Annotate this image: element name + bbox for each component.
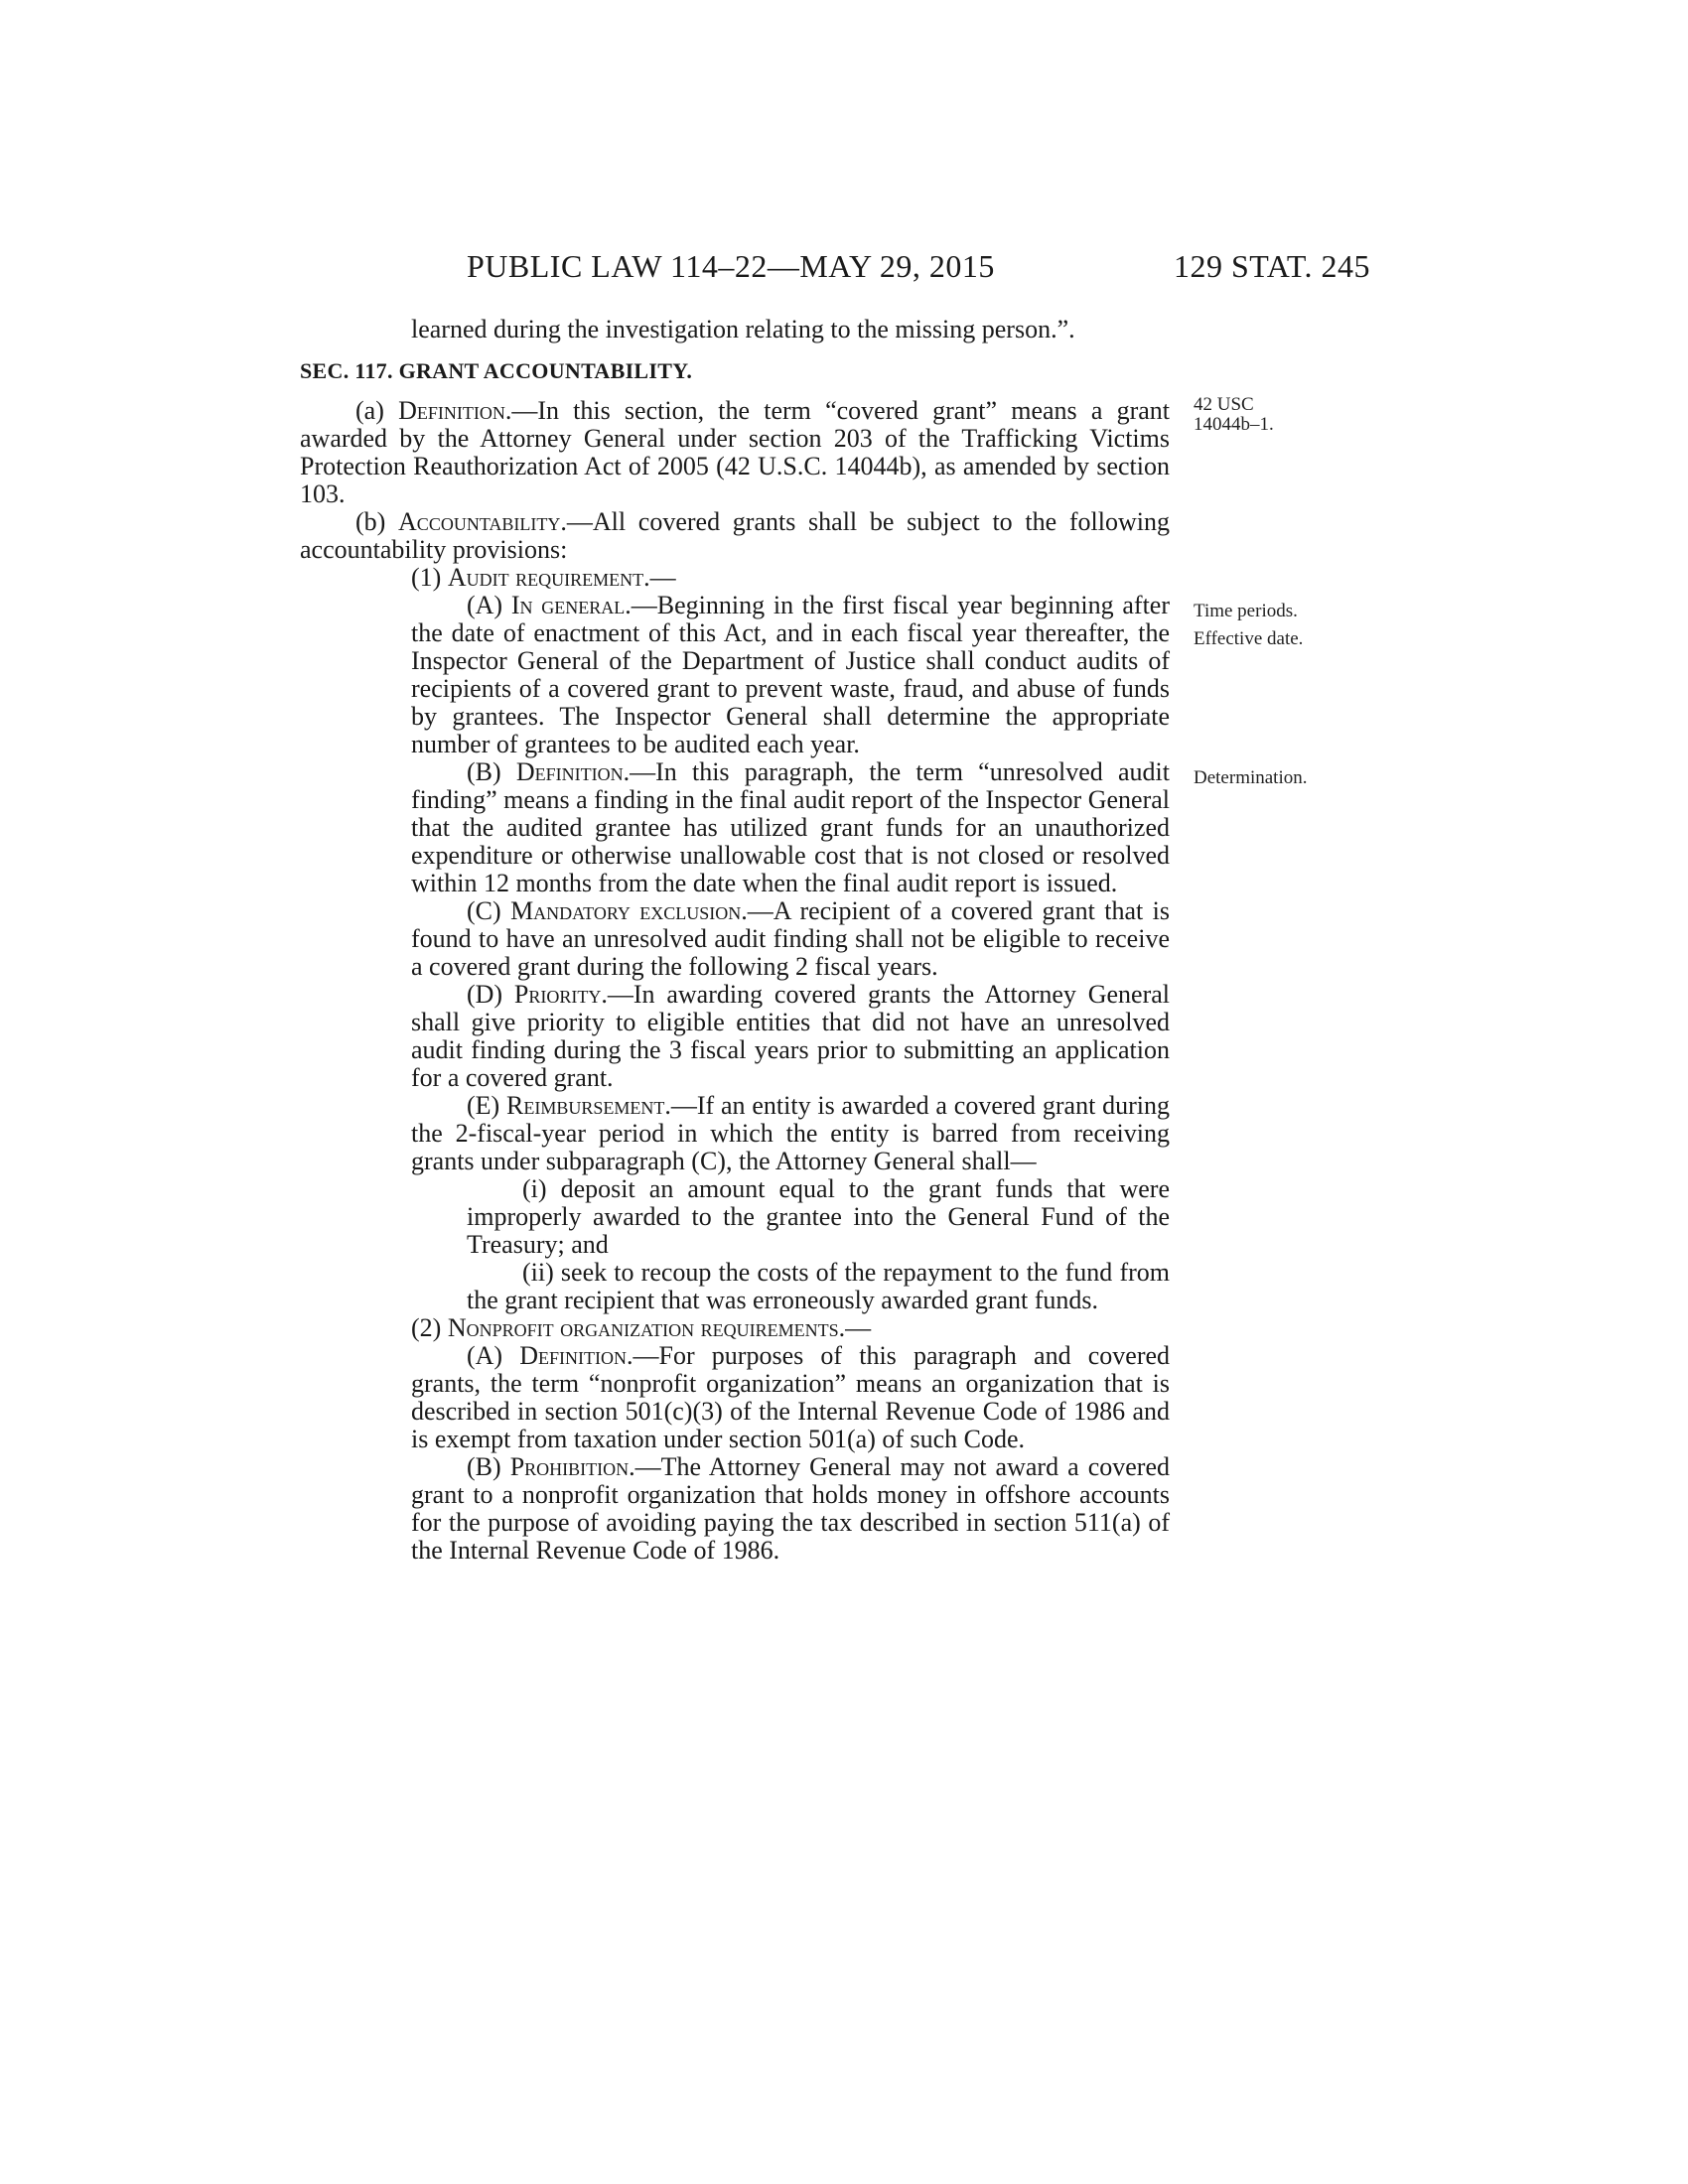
paragraph-1-heading: Audit requirement	[447, 563, 644, 592]
margin-note-effective-date: Effective date.	[1194, 628, 1304, 649]
margin-note-time-periods: Time periods.	[1194, 601, 1298, 621]
subparagraph-1A: (A) In general.—Beginning in the first fiscal year beginning after the date of enactment of this Act, and in each fiscal year thereafter, the Inspector General of the Department of Justice shall conduct audits of recipients of a covered grant to prevent waste, fraud, and abuse of funds by grantees. The Inspector General shall determine the appropriate number of grantees to be audited each year.	[411, 591, 1170, 758]
paragraph-2: (2) Nonprofit organization requirements.—	[411, 1313, 872, 1342]
clause-i: (i) deposit an amount equal to the grant funds that were improperly awarded to the grantee into the General Fund of the Treasury; and	[467, 1174, 1170, 1259]
subparagraph-2A: (A) Definition.—For purposes of this paragraph and covered grants, the term “nonprofit organization” means an organization that is described in section 501(c)(3) of the Internal Revenue Code of 1986 and is exempt from taxation under section 501(a) of such Code.	[411, 1341, 1171, 1453]
subsection-a: (a) Definition.—In this section, the term “covered grant” means a grant awarded by the Attorney General under section 203 of the Trafficking Victims Protection Reauthorization Act of 2005 (42 U.S.C. 14044b), as amended by section 103.	[300, 396, 1171, 508]
section-heading: SEC. 117. GRANT ACCOUNTABILITY.	[300, 358, 693, 383]
clause-ii: (ii) seek to recoup the costs of the repayment to the fund from the grant recipient that was erroneously awarded grant funds.	[467, 1258, 1170, 1314]
statute-page-number: 129 STAT. 245	[1173, 248, 1370, 284]
subparagraph-1D: (D) Priority.—In awarding covered grants the Attorney General shall give priority to eligible entities that did not have an unresolved audit finding during the 3 fiscal years prior to submitting an application for a covered grant.	[411, 980, 1171, 1092]
subsection-a-heading: Definition	[398, 396, 505, 425]
subsection-b-heading: Accountability	[398, 507, 561, 536]
margin-note-determination: Determination.	[1194, 767, 1308, 788]
subparagraph-1B: (B) Definition.—In this paragraph, the term “unresolved audit finding” means a finding in the final audit report of the Inspector General that the audited grantee has utilized grant funds for an unauthorized expenditure or otherwise unallowable cost that is not closed or resolved within 12 months from the date when the final audit report is issued.	[411, 757, 1170, 897]
continued-paragraph: learned during the investigation relating to the missing person.”.	[411, 315, 1075, 343]
subparagraph-1C: (C) Mandatory exclusion.—A recipient of a covered grant that is found to have an unresolved audit finding shall not be eligible to receive a covered grant during the following 2 fiscal years.	[411, 896, 1170, 981]
paragraph-2-heading: Nonprofit organization requirements	[447, 1313, 839, 1342]
paragraph-1: (1) Audit requirement.—	[411, 563, 676, 592]
law-title: PUBLIC LAW 114–22—MAY 29, 2015	[467, 248, 995, 284]
subparagraph-1E: (E) Reimbursement.—If an entity is awarded a covered grant during the 2-fiscal-year period in which the entity is barred from receiving grants under subparagraph (C), the Attorney General shall—	[411, 1091, 1170, 1175]
subparagraph-2B: (B) Prohibition.—The Attorney General may not award a covered grant to a nonprofit organization that holds money in offshore accounts for the purpose of avoiding paying the tax described in section 511(a) of the Internal Revenue Code of 1986.	[411, 1452, 1170, 1565]
subsection-b: (b) Accountability.—All covered grants shall be subject to the following accountability provisions:	[300, 507, 1170, 564]
document-body	[300, 316, 1170, 1565]
margin-note-usc: 42 USC 14044b–1.	[1194, 394, 1274, 435]
